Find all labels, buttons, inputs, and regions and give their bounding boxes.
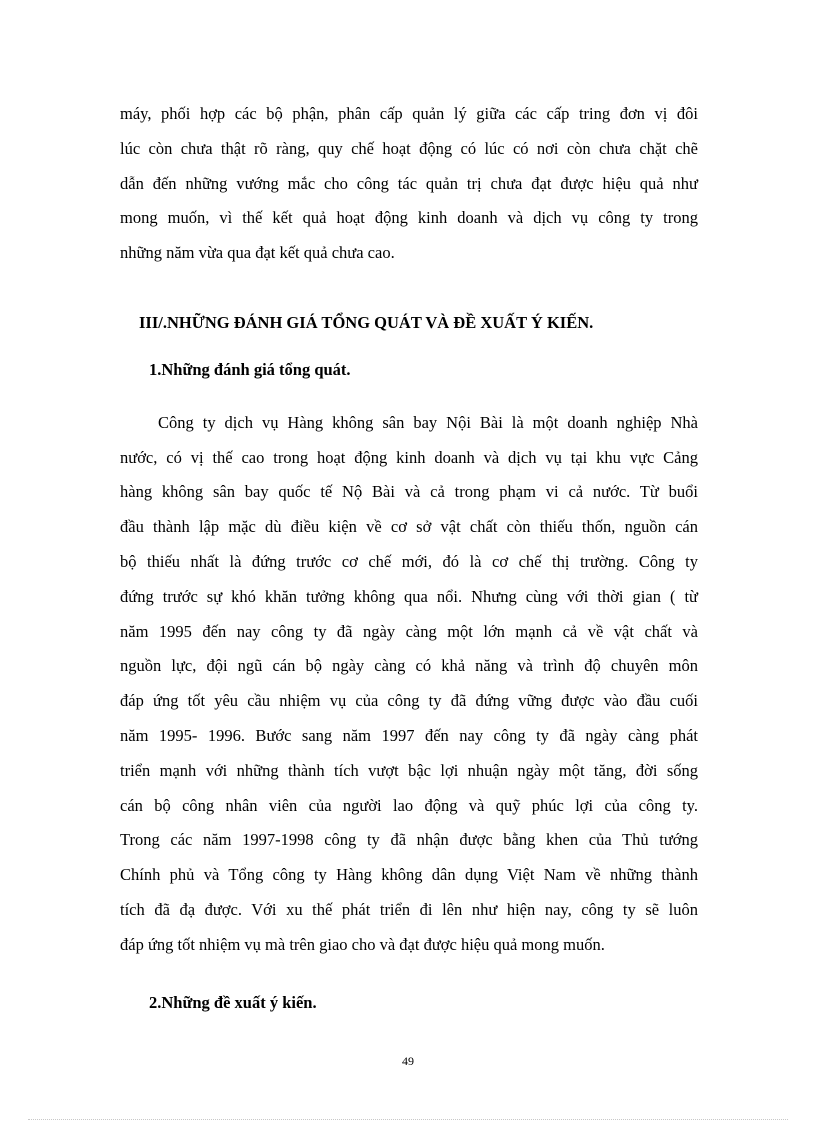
paragraph-line: hàng không sân bay quốc tế Nộ Bài và cả trong phạm vi cả nước. Từ buổi <box>120 482 698 502</box>
paragraph-line: đứng trước sự khó khăn tưởng không qua nổi. Nhưng cùng với thời gian ( từ <box>120 586 698 606</box>
paragraph-line: cán bộ công nhân viên của người lao động và quỹ phúc lợi của công ty. <box>120 795 698 815</box>
paragraph-line: đầu thành lập mặc dù điều kiện về cơ sở vật chất còn thiếu thốn, nguồn cán <box>120 517 698 537</box>
page-bottom-divider <box>28 1119 788 1120</box>
paragraph-line: bộ thiếu nhất là đứng trước cơ chế mới, đó là cơ chế thị trường. Công ty <box>120 551 698 571</box>
subsection-heading-assessment: 1.Những đánh giá tổng quát. <box>149 360 351 379</box>
paragraph-line: năm 1995 đến nay công ty đã ngày càng một lớn mạnh cả về vật chất và <box>120 621 698 641</box>
paragraph-line: Trong các năm 1997-1998 công ty đã nhận được bằng khen của Thủ tướng <box>120 830 698 850</box>
subsection-heading-proposals: 2.Những đề xuất ý kiến. <box>149 993 317 1012</box>
paragraph-line: máy, phối hợp các bộ phận, phân cấp quản lý giữa các cấp tring đơn vị đôi <box>120 104 698 123</box>
paragraph-line: mong muốn, vì thế kết quả hoạt động kinh doanh và dịch vụ công ty trong <box>120 208 698 228</box>
paragraph-line: lúc còn chưa thật rõ ràng, quy chế hoạt động có lúc có nơi còn chưa chặt chẽ <box>120 138 698 158</box>
page-number: 49 <box>402 1054 414 1068</box>
paragraph-line: tích đã đạ được. Với xu thế phát triển đi lên như hiện nay, công ty sẽ luôn <box>120 899 698 919</box>
paragraph-line: triển mạnh với những thành tích vượt bậc lợi nhuận ngày một tăng, đời sống <box>120 760 698 780</box>
section-heading: III/.NHỮNG ĐÁNH GIÁ TỔNG QUÁT VÀ ĐỀ XUẤT Ý KIẾN. <box>139 313 594 332</box>
paragraph-line: đáp ứng tốt yêu cầu nhiệm vụ của công ty đã đứng vững được vào đầu cuối <box>120 691 698 711</box>
paragraph-line: đáp ứng tốt nhiệm vụ mà trên giao cho và đạt được hiệu quả mong muốn. <box>120 934 605 954</box>
paragraph-line: nước, có vị thế cao trong hoạt động kinh doanh và dịch vụ tại khu vực Cảng <box>120 447 698 467</box>
paragraph-line: năm 1995- 1996. Bước sang năm 1997 đến nay công ty đã ngày càng phát <box>120 725 698 745</box>
paragraph-line: nguồn lực, đội ngũ cán bộ ngày càng có khả năng và trình độ chuyên môn <box>120 656 698 676</box>
paragraph-line: Chính phủ và Tổng công ty Hàng không dân dụng Việt Nam về những thành <box>120 865 698 885</box>
assessment-paragraph <box>120 371 698 963</box>
paragraph-line: Công ty dịch vụ Hàng không sân bay Nội Bài là một doanh nghiệp Nhà <box>158 412 698 432</box>
paragraph-line: những năm vừa qua đạt kết quả chưa cao. <box>120 243 395 263</box>
intro-paragraph <box>120 97 698 271</box>
paragraph-line: dẫn đến những vướng mắc cho công tác quản trị chưa đạt được hiệu quả như <box>120 173 698 193</box>
